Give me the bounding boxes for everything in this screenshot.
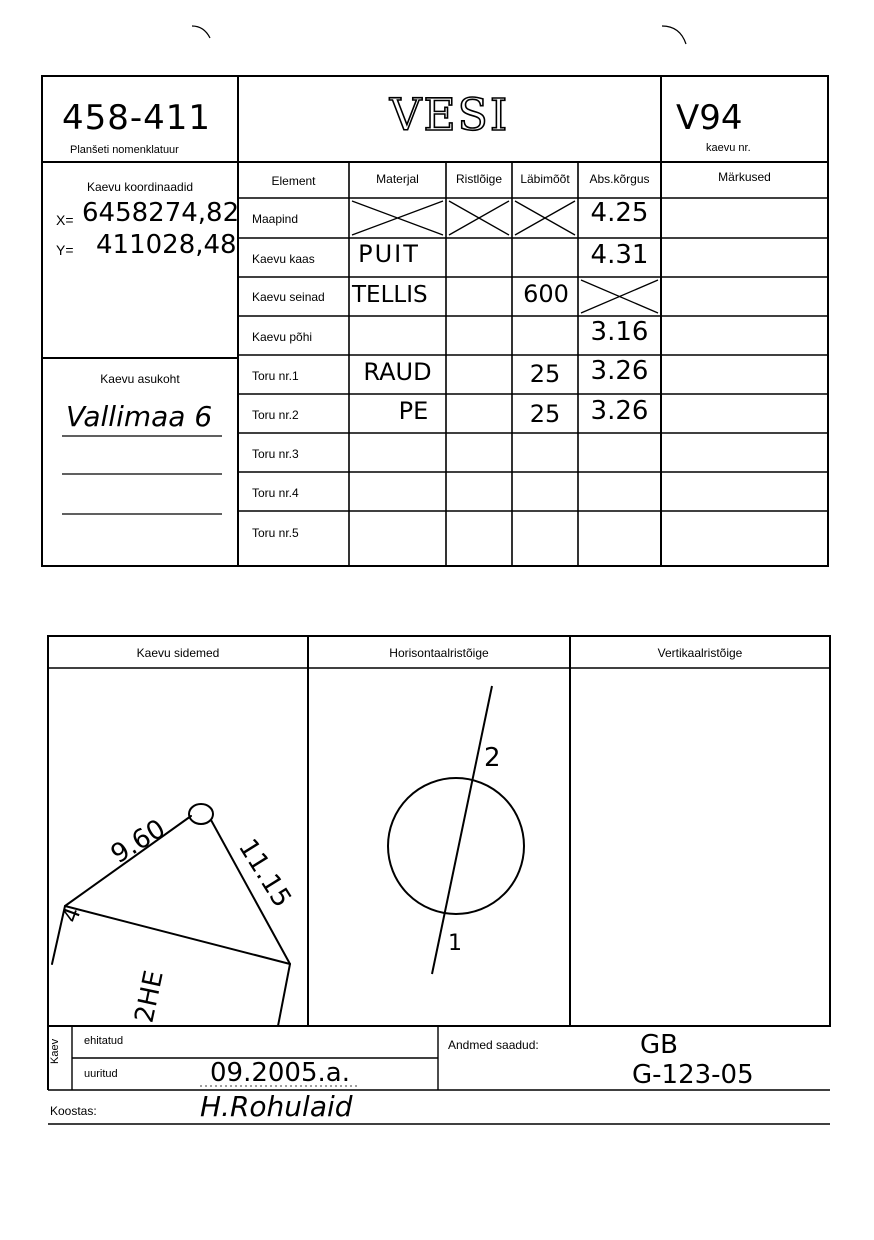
form-title: VESI: [389, 90, 510, 141]
coordinates-label: Kaevu koordinaadid: [86, 180, 194, 194]
sketch-label-dist-left: 9.60: [105, 813, 171, 870]
y-coordinate: 411028,48: [96, 230, 237, 260]
table-cell-height: 4.31: [590, 240, 649, 270]
table-cell-diameter: 600: [523, 280, 569, 308]
col-header-element: Element: [271, 174, 316, 188]
data-received-code: GB: [640, 1030, 678, 1060]
table-cell-diameter: 25: [529, 360, 561, 388]
table-row-element: Toru nr.4: [252, 486, 299, 500]
table-cell-height: 3.16: [590, 317, 649, 347]
table-row-element: Toru nr.2: [252, 408, 299, 422]
built-label: ehitatud: [84, 1035, 124, 1047]
compiled-by-label: Koostas:: [50, 1104, 97, 1118]
well-number-label: kaevu nr.: [706, 142, 751, 154]
col-header-material: Materjal: [376, 172, 419, 186]
well-number-value: V94: [676, 98, 743, 138]
table-row-element: Kaevu põhi: [252, 330, 313, 344]
well-label: Kaev: [49, 1038, 61, 1064]
x-coordinate: 6458274,82: [82, 198, 240, 228]
table-row-element: Toru nr.1: [252, 369, 299, 383]
table-row-element: Kaevu kaas: [252, 252, 315, 266]
sketch-label-dist-right: 11.15: [232, 833, 297, 913]
surveyed-value: 09.2005.a.: [210, 1058, 350, 1088]
nomenclature-label: Planšeti nomenklatuur: [70, 144, 179, 156]
table-row-element: Toru nr.3: [252, 447, 299, 461]
col-title-vertical-section: Vertikaalristõige: [657, 646, 743, 660]
table-row-element: Toru nr.5: [252, 526, 299, 540]
table-cell-material: TELLIS: [352, 282, 428, 308]
table-cell-material: RAUD: [363, 358, 432, 386]
table-cell-material: PE: [398, 397, 429, 425]
pipe-label-out: 2: [484, 743, 501, 773]
col-title-horizontal-section: Horisontaalristõige: [389, 646, 489, 660]
col-header-abs-height: Abs.kõrgus: [589, 172, 650, 186]
data-received-label: Andmed saadud:: [448, 1038, 539, 1052]
top-card-grid: [0, 0, 874, 580]
table-cell-diameter: 25: [529, 400, 561, 428]
surveyed-label: uuritud: [84, 1068, 118, 1080]
location-label: Kaevu asukoht: [100, 372, 180, 386]
compiled-by-value: H.Rohulaid: [200, 1090, 353, 1123]
pipe-label-in: 1: [448, 931, 462, 956]
col-header-cross-section: Ristlõige: [455, 172, 503, 186]
sketch-label-dist-short: 4: [58, 904, 87, 927]
col-header-diameter: Läbimõõt: [520, 172, 570, 186]
sketch-label-building: 2HE: [129, 967, 170, 1026]
col-title-connections: Kaevu sidemed: [136, 646, 220, 660]
table-cell-height: 4.25: [590, 198, 649, 228]
horizontal-section-sketch: [308, 668, 570, 1026]
col-header-notes: Märkused: [718, 170, 771, 184]
nomenclature-value: 458-411: [62, 98, 212, 138]
location-value: Vallimaa 6: [66, 400, 213, 433]
connections-sketch: [48, 668, 308, 1026]
table-cell-height: 3.26: [590, 356, 649, 386]
y-prefix: Y=: [56, 242, 74, 258]
table-cell-material: PUIT: [358, 240, 420, 268]
data-received-number: G-123-05: [632, 1060, 754, 1090]
table-cell-height: 3.26: [590, 396, 649, 426]
table-row-element: Maapind: [252, 212, 299, 226]
table-row-element: Kaevu seinad: [252, 290, 325, 304]
x-prefix: X=: [56, 212, 74, 228]
